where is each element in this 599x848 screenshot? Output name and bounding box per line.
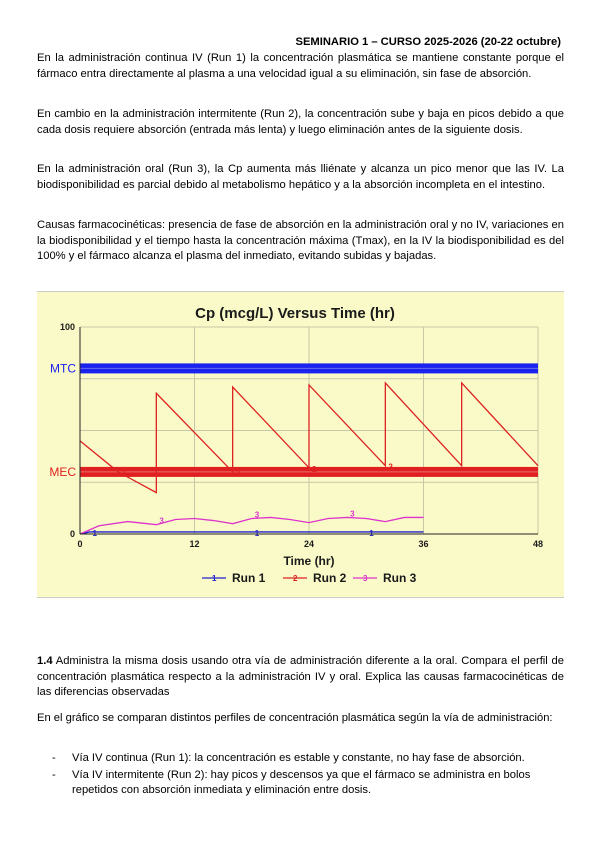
x-tick-label: 12 — [189, 539, 200, 549]
paragraph-causes: Causas farmacocinéticas: presencia de fase de absorción en la administración oral y no IV, variaciones en la biodisponibilidad y el tiempo hasta la concentración máxima (Tmax), en la IV la biodisponibilidad es del 100% y el fármaco alcanza el plasma del inmediato, evitando subidas y bajadas. — [37, 219, 564, 262]
legend-marker-run3: 3 — [363, 574, 368, 583]
y-tick-label: 0 — [69, 529, 75, 539]
paragraph-run2: En cambio en la administración intermitente (Run 2), la concentración sube y baja en picos debido a que cada dosis requiere absorción (entrada más lenta) y luego eliminación antes de la siguiente dosis. — [37, 108, 564, 136]
series-marker-run3: 3 — [350, 509, 355, 519]
legend-label-run3: Run 3 — [383, 571, 417, 585]
answer-intro: En el gráfico se comparan distintos perfiles de concentración plasmática según la vía de administración: — [37, 712, 553, 724]
legend-marker-run1: 1 — [212, 574, 217, 583]
series-marker-run3: 3 — [159, 516, 164, 526]
document-header: SEMINARIO 1 – CURSO 2025-2026 (20-22 octubre) — [295, 36, 561, 48]
chart-title: Cp (mcg/L) Versus Time (hr) — [195, 305, 395, 322]
x-tick-label: 0 — [77, 539, 83, 549]
ref-label-mtc: MTC — [50, 361, 76, 376]
legend-marker-run2: 2 — [293, 574, 298, 583]
ref-label-mec: MEC — [49, 464, 76, 479]
answer-bullet-list — [52, 751, 564, 800]
x-tick-label: 36 — [418, 539, 429, 549]
series-marker-run1: 1 — [254, 528, 260, 538]
question-text: Administra la misma dosis usando otra vía de administración diferente a la oral. Compara el perfil de concentración plasmática respecto a la administración IV y oral. Explica las causas farmacocinéticas de las diferencias observadas — [37, 655, 564, 698]
question-number: 1.4 — [37, 655, 53, 667]
y-tick-label: 100 — [59, 322, 75, 332]
x-tick-label: 24 — [303, 539, 315, 549]
chart-svg — [37, 292, 564, 597]
bullet-iv-continua: - Vía IV continua (Run 1): la concentración es estable y constante, no hay fase de absorción. — [52, 751, 564, 767]
series-marker-run2: 2 — [388, 462, 393, 472]
x-tick-label: 48 — [532, 539, 544, 549]
legend-label-run2: Run 2 — [313, 571, 347, 585]
series-marker-run1: 1 — [92, 528, 97, 538]
paragraph-run1: En la administración continua IV (Run 1) la concentración plasmática se mantiene constante porque el fármaco entra directamente al plasma a una velocidad igual a su eliminación, sin fase de absorción. — [37, 52, 564, 80]
bullet-iv-intermitente: - Vía IV intermitente (Run 2): hay picos y descensos ya que el fármaco se administra en bolos repetidos con absorción inmediata y eliminación entre dosis. — [52, 768, 564, 799]
series-marker-run1: 1 — [369, 528, 374, 538]
series-marker-run3: 3 — [254, 510, 260, 520]
legend-label-run1: Run 1 — [232, 571, 266, 585]
series-marker-run2: 2 — [235, 468, 241, 478]
question-1-4 — [37, 654, 564, 701]
series-marker-run2: 2 — [312, 464, 317, 474]
x-axis-label: Time (hr) — [283, 554, 335, 568]
series-marker-run2: 2 — [121, 468, 126, 478]
chart-legend — [202, 571, 417, 585]
paragraph-run3: En la administración oral (Run 3), la Cp aumenta más lliénate y alcanza un pico menor que las IV. La biodisponibilidad es parcial debido al metabolismo hepático y a la absorción incompleta en el intestino. — [37, 163, 564, 191]
cp-vs-time-chart — [37, 291, 564, 598]
